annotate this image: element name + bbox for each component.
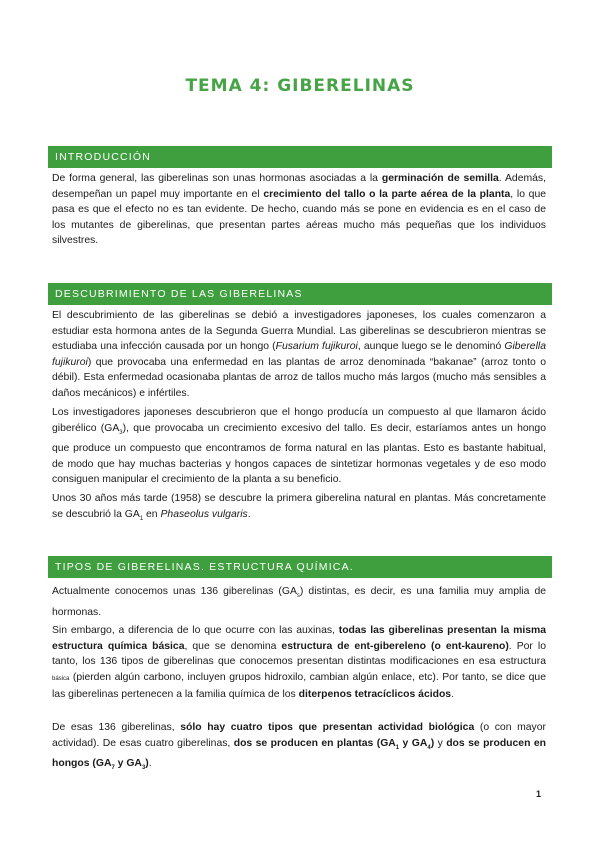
section-heading-tipos: TIPOS DE GIBERELINAS. ESTRUCTURA QUÍMICA. [48, 556, 552, 578]
page-title: TEMA 4: GIBERELINAS [185, 76, 415, 96]
paragraph-descubrimiento-3: Unos 30 años más tarde (1958) se descubre la primera giberelina natural en plantas. Más concretamente se descubrió la $GA_1$ en Phaseolus vulgaris. [52, 493, 546, 522]
page-number: 1 [536, 789, 542, 799]
paragraph-descubrimiento-2: Los investigadores japoneses descubrieron que el hongo producía un compuesto al que llamaron ácido giberélico $(GA_3)$, que provocaba un crecimiento excesivo del tallo. Es decir, estaríamos antes un hongo que produce un compuesto que encontramos de forma natural en las plantas. Esto es bastante habitual, de modo que hay muchas bacterias y hongos capaces de sintetizar hormonas vegetales y de eso modo consiguen manipular el crecimiento de la planta a su beneficio. [52, 407, 546, 486]
section-heading-introduccion: INTRODUCCIÓN [48, 146, 552, 168]
paragraph-introduccion: De forma general, las giberelinas son unas hormonas asociadas a la germinación de semilla. Además, desempeñan un papel muy importante en el crecimiento del tallo o la parte aérea de la planta, lo que pasa es que el efecto no es tan evidente. De hecho, cuando más se pone en evidencia es en el caso de los mutantes de giberelinas, que presentan partes aéreas mucho más pequeñas que los individuos silvestres. [52, 173, 547, 246]
paragraph-descubrimiento-1: El descubrimiento de las giberelinas se debió a investigadores japoneses, los cuales comenzaron a estudiar esta hormona antes de la Segunda Guerra Mundial. Las giberelinas se descubrieron mientras se estudiaba una infección causada por un hongo (Fusarium fujikuroi, aunque luego se le denominó Giberella fujikuroi) que provocaba una enfermedad en las plantas de arroz denominada “bakanae” (arroz tonto o débil). Esta enfermedad ocasionaba plantas de arroz de tallos mucho más largos (mucho más sensibles a daños mecánicos) e infértiles. [52, 310, 546, 399]
paragraph-tipos-1: Actualmente conocemos unas 136 giberelinas $(GA_s)$ distintas, es decir, es una familia muy amplia de hormonas. [52, 586, 547, 618]
section-heading-descubrimiento: DESCUBRIMIENTO DE LAS GIBERELINAS [48, 283, 552, 305]
paragraph-tipos-3: De esas 136 giberelinas, sólo hay cuatro tipos que presentan actividad biológica (o con mayor actividad). De esas cuatro giberelinas, dos se producen en plantas ($GA_1$ y $GA_4$) y dos se producen en hongos ($GA_7$ y $GA_3$). [52, 722, 546, 772]
paragraph-tipos-2: Sin embargo, a diferencia de lo que ocurre con las auxinas, todas las giberelinas presentan la misma estructura química básica, que se denomina estructura de ent-gibereleno (o ent-kaureno). Por lo tanto, los 136 tipos de giberelinas que conocemos presentan distintas modificaciones en esa estructura básica (pierden algún carbono, incluyen grupos hidroxilo, cambian algún enlace, etc). Por tanto, se dice que las giberelinas pertenecen a la familia química de los diterpenos tetracíclicos ácidos. [52, 625, 547, 700]
